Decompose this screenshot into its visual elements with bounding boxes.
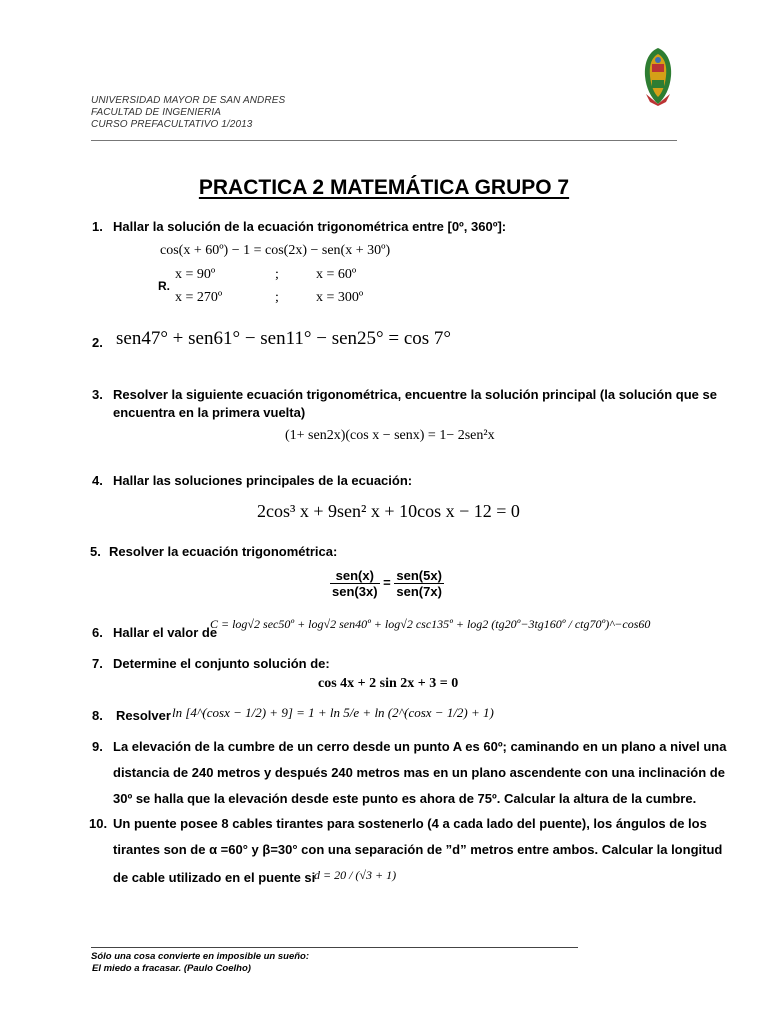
problem-10-expression: d = 20 / (√3 + 1) bbox=[314, 868, 397, 882]
problem-5-text: Resolver la ecuación trigonométrica: bbox=[109, 544, 338, 559]
header-divider bbox=[91, 140, 677, 141]
problem-1-solution-d: x = 300º bbox=[316, 290, 364, 305]
footer-quote-line2: El miedo a fracasar. (Paulo Coelho) bbox=[92, 963, 251, 974]
problem-10-line2: tirantes son de α =60° y β=30° con una separación de ”d” metros entre ambos. Calcular la longitud bbox=[113, 842, 723, 857]
problem-5-lhs-numerator: sen(x) bbox=[335, 568, 374, 583]
problem-8-expression: ln [4^(cosx − 1/2) + 9] = 1 + ln 5/e + ln (2^(cosx − 1/2) + 1) bbox=[172, 705, 494, 720]
problem-5-rhs-numerator: sen(5x) bbox=[396, 568, 442, 583]
problem-4-equation: 2cos³ x + 9sen² x + 10cos x − 12 = 0 bbox=[257, 501, 520, 521]
problem-5-lhs-fraction bbox=[330, 568, 380, 599]
problem-2-equation: sen47° + sen61° − sen11° − sen25° = cos 7° bbox=[116, 328, 452, 349]
problem-2-number: 2. bbox=[92, 335, 103, 350]
university-seal-icon bbox=[640, 46, 676, 106]
problem-5-equals: = bbox=[383, 574, 391, 590]
problem-3-text-line2: encuentra en la primera vuelta) bbox=[113, 405, 306, 420]
problem-9-line1: La elevación de la cumbre de un cerro desde un punto A es 60º; caminando en un plano a nivel una bbox=[113, 739, 727, 754]
problem-1-answer-label: R. bbox=[158, 279, 170, 293]
problem-3-number: 3. bbox=[92, 387, 103, 402]
problem-4-number: 4. bbox=[92, 473, 103, 488]
problem-3-text-line1: Resolver la siguiente ecuación trigonométrica, encuentre la solución principal (la solución que se bbox=[113, 387, 717, 402]
problem-4-text: Hallar las soluciones principales de la ecuación: bbox=[113, 473, 413, 488]
problem-5-lhs-denominator: sen(3x) bbox=[332, 584, 378, 599]
problem-6-expression: C = log√2 sec50º + log√2 sen40º + log√2 csc135º + log2 (tg20º−3tg160º / ctg70º)^−cos60 bbox=[210, 617, 651, 631]
problem-7-equation: cos 4x + 2 sin 2x + 3 = 0 bbox=[318, 676, 459, 691]
problem-7-number: 7. bbox=[92, 656, 103, 671]
header-university: UNIVERSIDAD MAYOR DE SAN ANDRES bbox=[91, 95, 286, 106]
problem-5-equation bbox=[330, 568, 444, 599]
problem-6-text: Hallar el valor de bbox=[113, 625, 218, 640]
problem-5-number: 5. bbox=[90, 544, 101, 559]
problem-8-number: 8. bbox=[92, 708, 103, 723]
problem-1-number: 1. bbox=[92, 219, 103, 234]
problem-5-rhs-fraction bbox=[394, 568, 444, 599]
problem-1-solution-c: x = 270º bbox=[175, 290, 223, 305]
problem-1-solution-b: x = 60º bbox=[316, 267, 357, 282]
footer-quote-line1: Sólo una cosa convierte en imposible un sueño: bbox=[91, 951, 310, 962]
problem-9-line2: distancia de 240 metros y después 240 metros mas en un plano ascendente con una inclinación de bbox=[113, 765, 725, 780]
problem-5-rhs-denominator: sen(7x) bbox=[396, 584, 442, 599]
problem-9-number: 9. bbox=[92, 739, 103, 754]
problem-1-equation: cos(x + 60º) − 1 = cos(2x) − sen(x + 30º) bbox=[160, 243, 391, 258]
problem-10-line3: de cable utilizado en el puente si bbox=[113, 870, 316, 885]
problem-1-separator-2: ; bbox=[275, 290, 279, 305]
problem-3-equation: (1+ sen2x)(cos x − senx) = 1− 2sen²x bbox=[285, 428, 495, 443]
problem-8-text: Resolver bbox=[116, 708, 171, 723]
problem-1-solution-a: x = 90º bbox=[175, 267, 216, 282]
problem-9-line3: 30º se halla que la elevación desde este punto es ahora de 75º. Calcular la altura de la cumbre. bbox=[113, 791, 697, 806]
header-course: CURSO PREFACULTATIVO 1/2013 bbox=[91, 119, 253, 130]
problem-7-text: Determine el conjunto solución de: bbox=[113, 656, 330, 671]
problem-1-text: Hallar la solución de la ecuación trigonométrica entre [0º, 360º]: bbox=[113, 219, 507, 234]
header-faculty: FACULTAD DE INGENIERIA bbox=[91, 107, 221, 118]
problem-1-separator-1: ; bbox=[275, 267, 279, 282]
page-title: PRACTICA 2 MATEMÁTICA GRUPO 7 bbox=[198, 176, 570, 199]
problem-10-number: 10. bbox=[89, 816, 108, 831]
problem-10-line1: Un puente posee 8 cables tirantes para sostenerlo (4 a cada lado del puente), los ángulos de los bbox=[113, 816, 707, 831]
footer-divider bbox=[91, 947, 578, 948]
problem-6-number: 6. bbox=[92, 625, 103, 640]
